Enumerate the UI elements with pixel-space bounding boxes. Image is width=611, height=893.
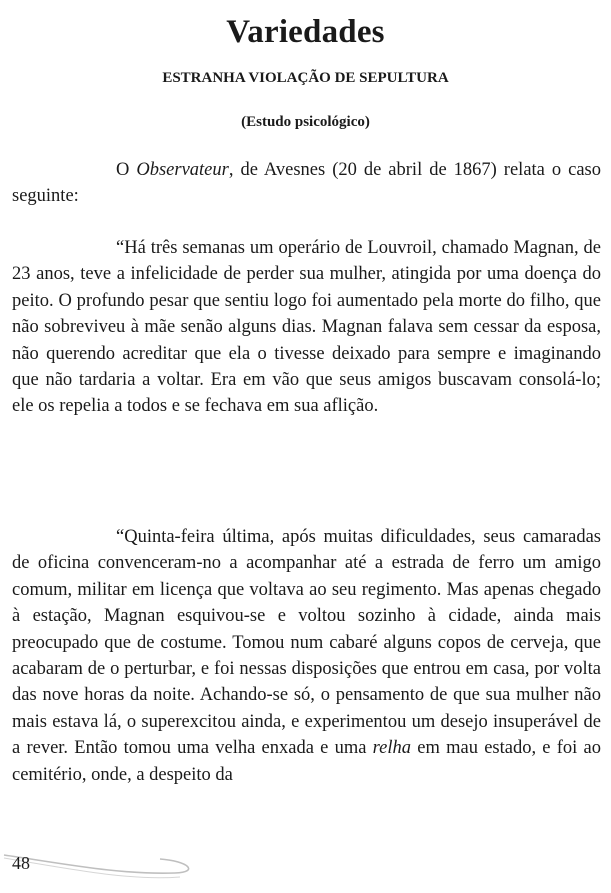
article-subtitle: (Estudo psicológico) <box>241 114 370 130</box>
paragraph-quote-2-start: “Quinta-feira última, após muitas dificuldades, seus camaradas de oficina convenceram-no a acompanhar até a estrada de ferro um amigo comum, militar em licença que voltava ao seu regimento. Mas apenas chegado à estação, Magnan esquivou-se e voltou sozinho à cidade, ainda mais preocupado que de costume. Tomou num cabaré alguns copos de cerveja, que acabaram de o perturbar, e foi nessas disposições que entrou em casa, por volta das nove horas da noite. Achando-se só, o pensamento de que sua mulher não mais estava lá, o superexcitou ainda, e experimentou um desejo insuperável de a rever. Então tomou uma velha enxada e uma <box>12 527 601 759</box>
paragraph-quote-1: “Há três semanas um operário de Louvroil, chamado Magnan, de 23 anos, teve a infelicidade de perder sua mulher, atingida por uma doença do peito. O profundo pesar que sentiu logo foi aumentado pela morte do filho, que não sobreviveu à mãe senão alguns dias. Magnan falava sem cessar da esposa, não querendo acreditar que ela o tivesse deixado para sempre e imaginando que não tardaria a voltar. Era em vão que seus amigos buscavam consolá-lo; ele os repelia a todos e se fechava em sua aflição. <box>12 238 601 417</box>
newspaper-name: Observateur <box>136 160 229 180</box>
paragraph-intro-start: O <box>116 160 137 180</box>
page-number: 48 <box>12 853 30 873</box>
paragraph-quote-2-end: em mau estado, e foi ao cemitério, onde, a despeito da <box>12 738 601 785</box>
article-title: ESTRANHA VIOLAÇÃO DE SEPULTURA <box>162 70 449 86</box>
paragraph-quote-2 <box>12 524 601 788</box>
italic-word: relha <box>372 738 412 759</box>
section-title: Variedades <box>226 14 385 50</box>
paragraph-intro <box>12 157 601 210</box>
paragraph-intro-end: , de Avesnes (20 de abril de 1867) relata o caso seguinte: <box>12 160 601 207</box>
footer-swoosh-ornament <box>0 845 260 885</box>
